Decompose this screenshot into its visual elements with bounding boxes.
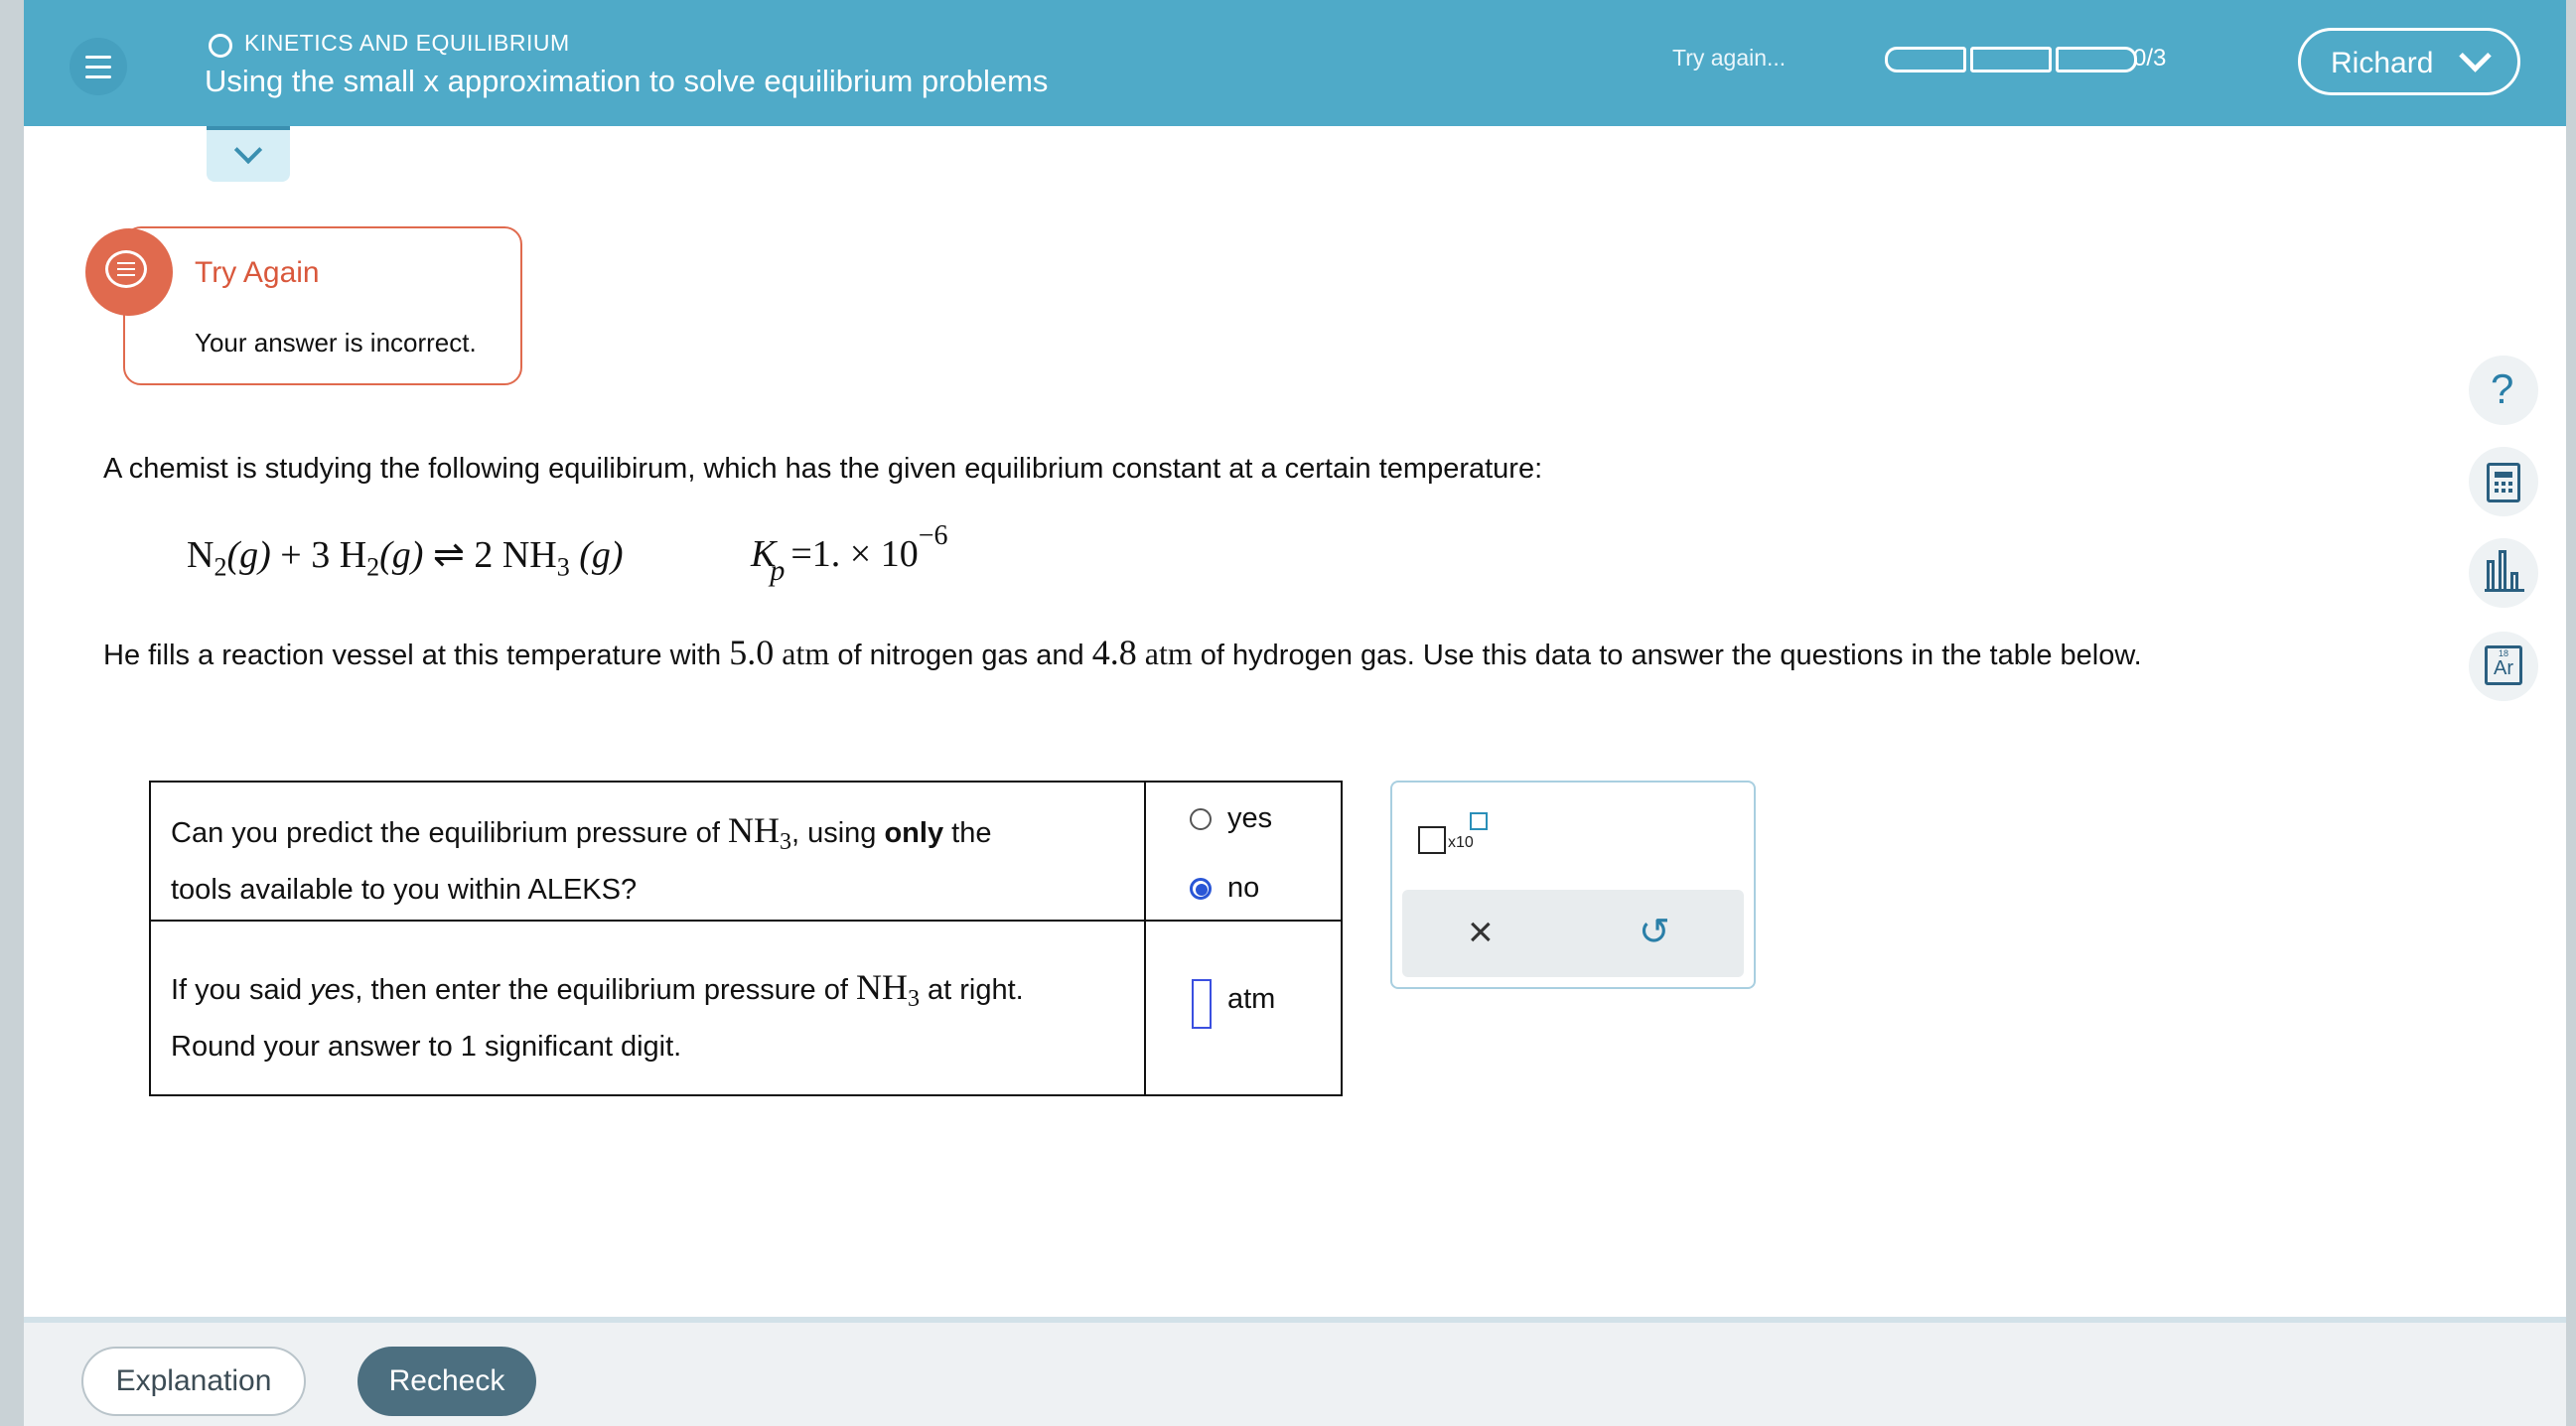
topic-progress-circle-icon	[209, 34, 232, 58]
progress-segment	[1885, 47, 1966, 72]
feedback-message: Your answer is incorrect.	[195, 328, 477, 357]
option-yes-label[interactable]: yes	[1227, 802, 1273, 834]
user-name: Richard	[2331, 47, 2434, 79]
feedback-title: Try Again	[195, 256, 320, 289]
tool-actions-bar	[1402, 890, 1744, 977]
feedback-box	[123, 226, 522, 385]
progress-count: 0/3	[2133, 45, 2167, 71]
answer-unit-label: atm	[1227, 983, 1276, 1015]
problem-data: He fills a reaction vessel at this temperature with 5.0 atm of nitrogen gas and 4.8 atm of hydrogen gas. Use this data to answer the questions in the table below.	[103, 633, 2142, 672]
pressure-answer-input[interactable]	[1192, 979, 1212, 1029]
x10-label: x10	[1448, 834, 1474, 851]
app-frame	[24, 0, 2566, 1426]
radio-yes[interactable]	[1190, 808, 1212, 830]
topic-label: KINETICS AND EQUILIBRIUM	[244, 30, 570, 56]
progress-segment	[2056, 47, 2137, 72]
feedback-chat-icon	[85, 228, 173, 316]
collapse-header-button[interactable]	[207, 126, 290, 182]
option-no-label[interactable]: no	[1227, 872, 1260, 904]
math-tool-panel	[1390, 781, 1756, 989]
question-2: If you said yes, then enter the equilibrium pressure of $NH_3$ at right. Round your answer to 1 significant digit.	[171, 967, 1024, 1063]
progress-segment	[1970, 47, 2052, 72]
footer-bar	[24, 1317, 2566, 1426]
question-mark-icon: ?	[2491, 365, 2514, 412]
explanation-button[interactable]: Explanation	[81, 1347, 306, 1416]
scientific-notation-button[interactable]	[1418, 826, 1446, 854]
status-text: Try again...	[1672, 45, 1787, 71]
equilibrium-constant: $K_p =1$. × $10^{-6}$	[751, 520, 948, 587]
question-1: Can you predict the equilibrium pressure of $NH_3$, using only the tools available to you within ALEKS?	[171, 810, 992, 906]
clear-icon[interactable]: ×	[1468, 908, 1494, 956]
menu-icon[interactable]	[70, 38, 127, 95]
calculator-icon	[2487, 463, 2520, 502]
header-bar	[24, 0, 2566, 126]
question-table	[149, 781, 1343, 1096]
help-button[interactable]	[2469, 356, 2538, 425]
progress-bar	[1885, 47, 2141, 72]
recheck-button[interactable]: Recheck	[358, 1347, 536, 1416]
periodic-table-icon: 18 Ar	[2485, 645, 2522, 685]
user-menu-button[interactable]	[2298, 28, 2520, 95]
reaction-equation: $N_2(g) + 3$ $H_2(g)$ ⇌ 2 $NH_3$ (g)	[187, 534, 624, 582]
periodic-table-button[interactable]	[2469, 632, 2538, 701]
exponent-box-icon	[1470, 812, 1488, 830]
data-chart-button[interactable]	[2469, 538, 2538, 608]
page-title: Using the small x approximation to solve equilibrium problems	[205, 64, 1049, 98]
radio-no[interactable]	[1190, 878, 1212, 900]
chevron-down-icon	[2459, 40, 2492, 72]
problem-intro: A chemist is studying the following equilibirum, which has the given equilibrium constant at a certain temperature:	[103, 453, 1543, 485]
chevron-down-icon	[234, 136, 262, 164]
undo-icon[interactable]: ↺	[1639, 912, 1670, 953]
calculator-button[interactable]	[2469, 447, 2538, 516]
